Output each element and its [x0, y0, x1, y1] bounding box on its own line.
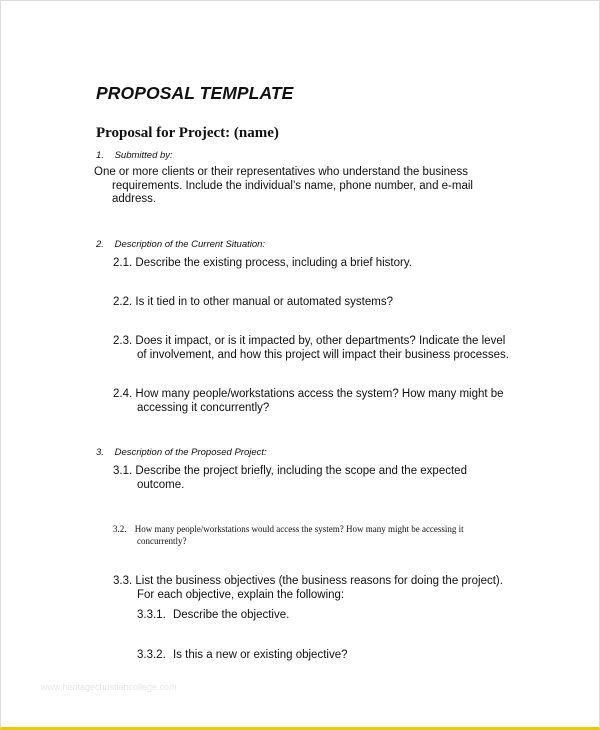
item-line: Is it tied in to other manual or automated systems? [135, 296, 393, 308]
item-line: For each objective, explain the following: [137, 588, 345, 601]
section-1-heading [96, 150, 173, 161]
item-2-1 [113, 257, 412, 271]
section-heading-text: Description of the Proposed Project: [114, 447, 267, 458]
item-line: Describe the existing process, including a brief history. [135, 257, 412, 269]
item-line: accessing it concurrently? [137, 401, 270, 414]
item-line: concurrently? [137, 536, 187, 546]
body-line: One or more clients or their representatives who understand the business [94, 166, 468, 178]
document-subtitle: Proposal for Project: (name) [96, 125, 279, 141]
item-2-3 [113, 335, 509, 362]
item-3-1 [113, 465, 467, 492]
item-number: 2.4. [113, 388, 133, 400]
item-3-2 [113, 523, 464, 547]
section-number: 3. [96, 447, 104, 458]
item-line: List the business objectives (the business reasons for doing the project). [135, 575, 503, 587]
section-2-heading [96, 239, 265, 250]
document-title: PROPOSAL TEMPLATE [96, 83, 294, 103]
subitem-number: 3.3.1. [137, 609, 166, 621]
section-3-heading [96, 447, 267, 458]
item-2-2 [113, 296, 393, 310]
item-line: Describe the project briefly, including the scope and the expected [135, 465, 467, 477]
item-2-4 [113, 388, 504, 415]
item-line: How many people/workstations would access the system? How many might be accessing it [134, 524, 464, 534]
subitem-3-3-1 [137, 609, 289, 623]
section-heading-text: Submitted by: [114, 150, 173, 161]
item-line: of involvement, and how this project will impact their business processes. [137, 348, 510, 361]
item-number: 3.3. [113, 575, 133, 587]
subitem-text: Is this a new or existing objective? [172, 649, 348, 661]
section-number: 1. [96, 150, 104, 161]
item-line: Does it impact, or is it impacted by, other departments? Indicate the level [135, 335, 506, 347]
section-heading-text: Description of the Current Situation: [114, 239, 266, 250]
section-1-body [94, 166, 473, 207]
item-number: 2.1. [113, 257, 133, 269]
item-number: 2.3. [113, 335, 133, 347]
watermark-text: www.heritagechristiancollege.com [41, 682, 177, 692]
item-number: 3.2. [113, 524, 127, 534]
item-3-3 [113, 575, 503, 602]
section-number: 2. [96, 239, 104, 250]
subitem-number: 3.3.2. [137, 649, 166, 661]
subitem-3-3-2 [137, 649, 348, 663]
item-line: How many people/workstations access the system? How many might be [135, 388, 504, 400]
body-line: address. [112, 193, 157, 205]
item-number: 3.1. [113, 465, 133, 477]
item-line: outcome. [137, 478, 185, 491]
body-line: requirements. Include the individual’s name, phone number, and e-mail [112, 179, 473, 192]
item-number: 2.2. [113, 296, 133, 308]
subitem-text: Describe the objective. [172, 609, 290, 621]
